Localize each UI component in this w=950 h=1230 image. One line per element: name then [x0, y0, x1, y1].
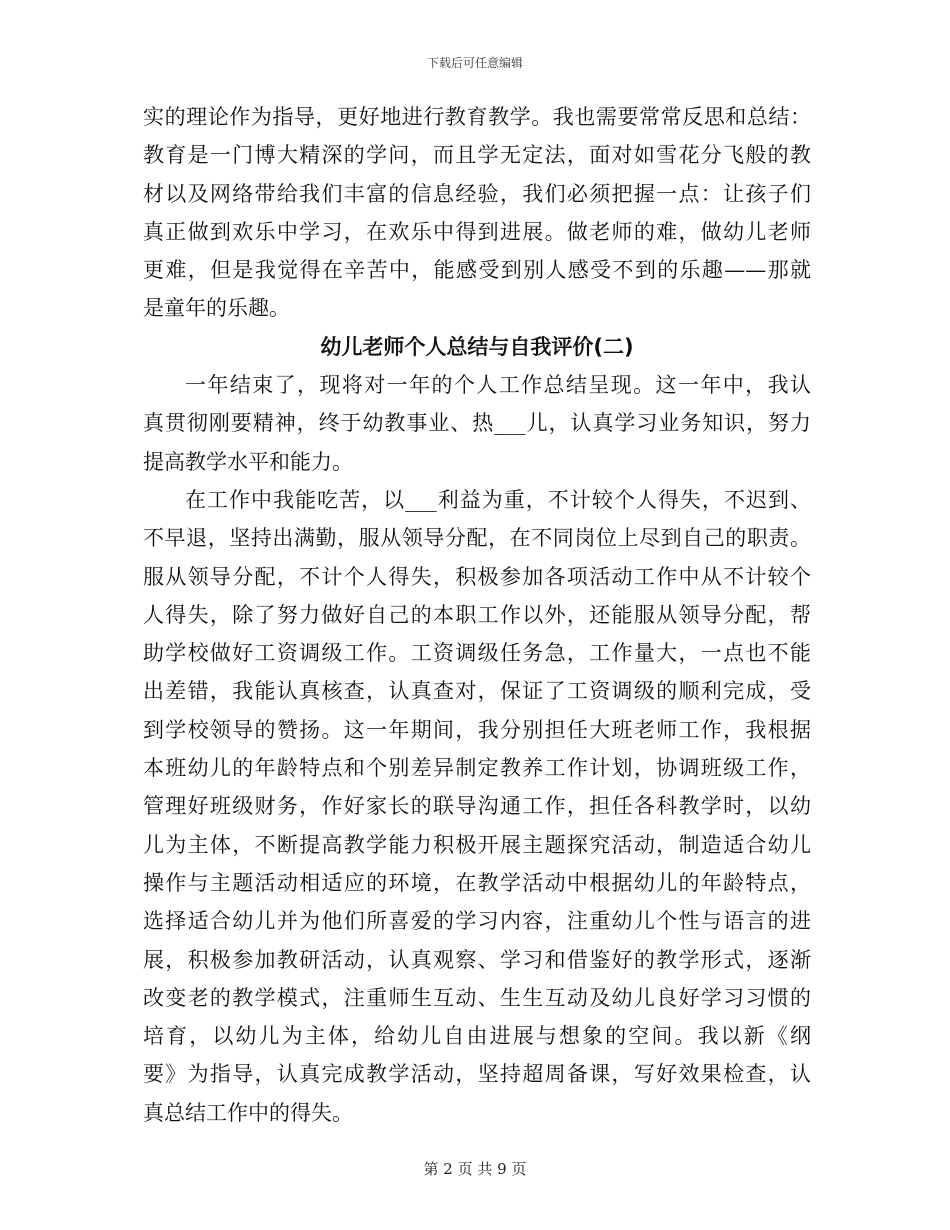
text-line: 更难，但是我觉得在辛苦中，能感受到别人感受不到的乐趣——那就 [143, 258, 811, 283]
text-line: 材以及网络带给我们丰富的信息经验，我们必须把握一点：让孩子们 [143, 181, 811, 206]
text-line: 儿为主体，不断提高教学能力积极开展主题探究活动，制造适合幼儿 [143, 832, 811, 857]
text-line: 真总结工作中的得失。 [143, 1100, 353, 1125]
text-line: 是童年的乐趣。 [143, 296, 290, 321]
page-header-note: 下载后可任意编辑 [426, 56, 523, 70]
text-line: 管理好班级财务，作好家长的联导沟通工作，担任各科教学时，以幼 [143, 794, 811, 819]
text-line: 到学校领导的赞扬。这一年期间，我分别担任大班老师工作，我根据 [143, 717, 811, 742]
text-line: 教育是一门博大精深的学问，而且学无定法，面对如雪花分飞般的教 [143, 143, 811, 168]
text-line: 出差错，我能认真核查，认真查对，保证了工资调级的顺利完成，受 [143, 679, 811, 704]
text-line: 选择适合幼儿并为他们所喜爱的学习内容，注重幼儿个性与语言的进 [143, 909, 811, 934]
text-line: 改变老的教学模式，注重师生互动、生生互动及幼儿良好学习习惯的 [143, 985, 811, 1010]
paragraph-1 [143, 366, 811, 481]
text-line: 要》为指导，认真完成教学活动，坚持超周备课，写好效果检查，认 [143, 1062, 811, 1087]
intro-paragraph [143, 98, 811, 328]
text-line: 培育，以幼儿为主体，给幼儿自由进展与想象的空间。我以新《纲 [143, 1024, 811, 1049]
text-line: 不早退，坚持出满勤，服从领导分配，在不同岗位上尽到自己的职责。 [143, 526, 811, 551]
text-line: 人得失，除了努力做好自己的本职工作以外，还能服从领导分配，帮 [143, 602, 811, 627]
text-line: 展，积极参加教研活动，认真观察、学习和借鉴好的教学形式，逐渐 [143, 947, 811, 972]
text-line: 提高教学水平和能力。 [143, 449, 353, 474]
document-body [143, 98, 811, 1132]
text-line: 真贯彻刚要精神，终于幼教事业、热___儿，认真学习业务知识，努力 [143, 411, 811, 436]
text-line: 服从领导分配，不计个人得失，积极参加各项活动工作中从不计较个 [143, 564, 811, 589]
section-title: 幼儿老师个人总结与自我评价(二) [320, 334, 634, 359]
text-line: 真正做到欢乐中学习，在欢乐中得到进展。做老师的难，做幼儿老师 [143, 219, 811, 244]
text-line: 本班幼儿的年龄特点和个别差异制定教养工作计划，协调班级工作， [143, 756, 811, 781]
text-line: 在工作中我能吃苦，以___利益为重，不计较个人得失，不迟到、 [185, 487, 811, 512]
text-line: 一年结束了，现将对一年的个人工作总结呈现。这一年中，我认 [185, 373, 811, 398]
text-line: 操作与主题活动相适应的环境，在教学活动中根据幼儿的年龄特点， [143, 870, 811, 895]
paragraph-2 [143, 481, 811, 1132]
text-line: 助学校做好工资调级工作。工资调级任务急，工作量大，一点也不能 [143, 641, 811, 666]
text-line: 实的理论作为指导，更好地进行教育教学。我也需要常常反思和总结： [143, 105, 811, 129]
page-number: 第 2 页 共 9 页 [423, 1160, 527, 1178]
